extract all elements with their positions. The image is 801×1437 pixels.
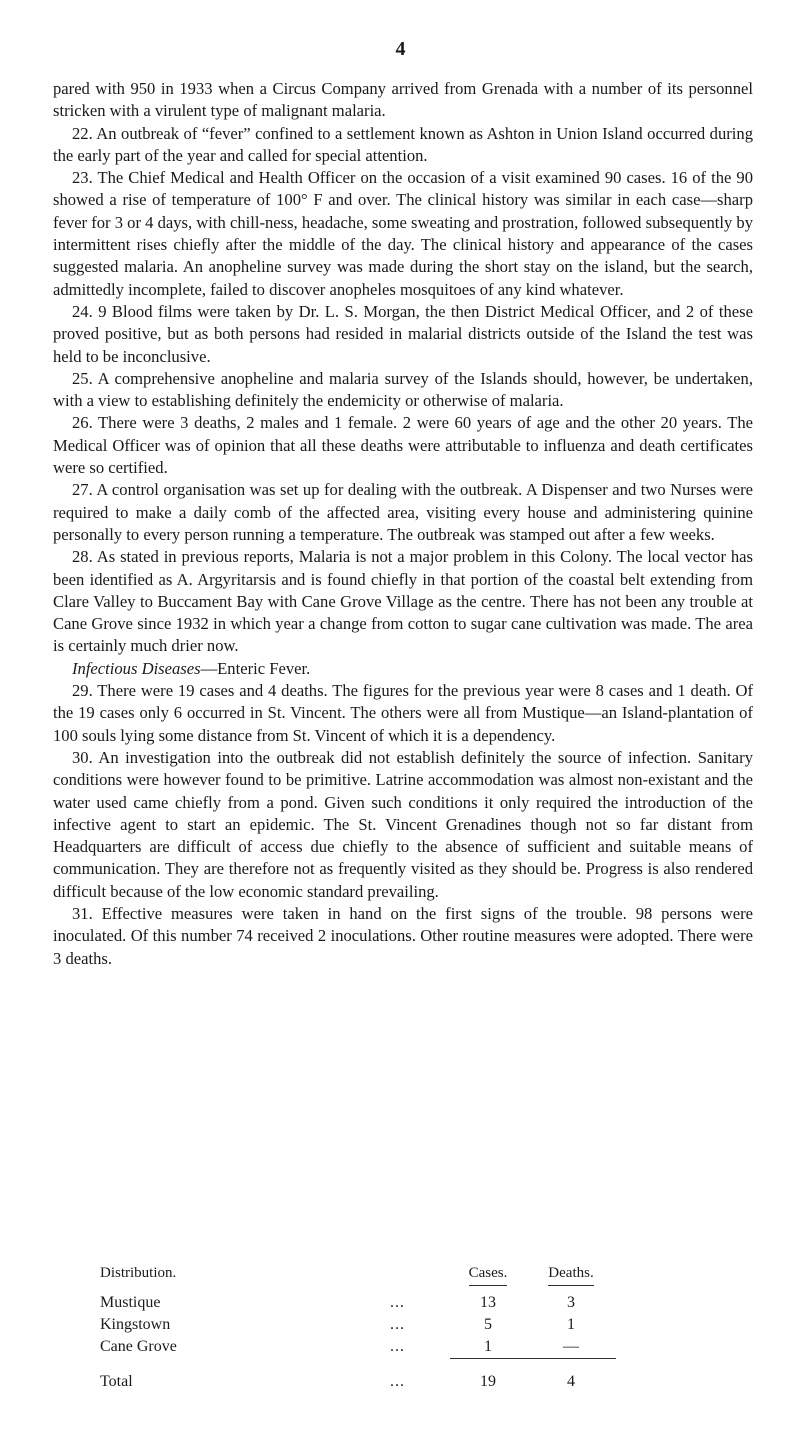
table-total-row — [100, 1359, 616, 1392]
row-name: Cane Grove — [100, 1338, 177, 1356]
row-deaths: 3 — [567, 1294, 575, 1311]
section-heading — [53, 658, 753, 680]
row-deaths: 1 — [567, 1316, 575, 1333]
row-cases: 5 — [484, 1316, 492, 1333]
paragraph-25: 25. A comprehensive anopheline and malaria survey of the Islands should, however, be undertaken, with a view to establishing definitely the endemicity or otherwise of malaria. — [53, 368, 753, 411]
distribution-table — [100, 1265, 616, 1391]
header-cases: Cases. — [469, 1265, 508, 1286]
paragraph-23: 23. The Chief Medical and Health Officer on the occasion of a visit examined 90 cases. 16 of the 90 showed a rise of temperature of 100° F and over. The clinical history was similar in each case—sharp fever for 3 or 4 days, with chill-ness, headache, some sweating and prostration, followed subsequently by intermittent rises chiefly after the middle of the day. The clinical history and appearance of the cases suggested malaria. An anopheline survey was made during the short stay on the island, but the search, admittedly incomplete, failed to discover anopheles mosquitoes of any kind whatever. — [53, 168, 753, 299]
table-row — [100, 1292, 616, 1314]
page-number: 4 — [395, 38, 406, 60]
total-cases: 19 — [450, 1359, 526, 1392]
paragraph-31: 31. Effective measures were taken in hand on the first signs of the trouble. 98 persons were inoculated. Of this number 74 received 2 inoculations. Other routine measures were adopted. There were 3 deaths. — [53, 903, 753, 968]
header-distribution: Distribution. — [100, 1265, 177, 1281]
total-label: Total — [100, 1372, 133, 1390]
paragraph-28: 28. As stated in previous reports, Malaria is not a major problem in this Colony. The local vector has been identified as A. Argyritarsis and is found chiefly in that portion of the coastal belt extending from Clare Valley to Buccament Bay with Cane Grove Village as the centre. There has not been any trouble at Cane Grove since 1932 in which year a change from cotton to sugar cane cultivation was made. The area is certainly much drier now. — [53, 547, 753, 656]
header-deaths: Deaths. — [548, 1265, 593, 1286]
paragraph-29: 29. There were 19 cases and 4 deaths. The figures for the previous year were 8 cases and 1 death. Of the 19 cases only 6 occurred in St. Vincent. The others were all from Mustique—an Island-plantation of 100 souls lying some distance from St. Vincent of which it is a dependency. — [53, 681, 753, 745]
body-text — [53, 78, 753, 970]
paragraph-22: 22. An outbreak of “fever” confined to a settlement known as Ashton in Union Island occurred during the early part of the year and called for special attention. — [53, 123, 753, 165]
paragraph-26: 26. There were 3 deaths, 2 males and 1 female. 2 were 60 years of age and the other 20 years. The Medical Officer was of opinion that all these deaths were attributable to influenza and death certificates were so certified. — [53, 413, 753, 478]
row-name: Kingstown — [100, 1316, 171, 1333]
row-leader: ... — [390, 1294, 405, 1311]
table-header-row — [100, 1265, 616, 1292]
total-leader: ... — [390, 1372, 405, 1390]
table-row — [100, 1314, 616, 1336]
section-heading-italic: Infectious Diseases — [72, 658, 201, 678]
row-name: Mustique — [100, 1294, 161, 1311]
row-cases: 13 — [480, 1294, 496, 1311]
paragraph-27: 27. A control organisation was set up for dealing with the outbreak. A Dispenser and two Nurses were required to make a daily comb of the affected area, visiting every house and administering quinine personally to every person running a temperature. The outbreak was stamped out after a few weeks. — [53, 480, 753, 544]
row-leader: ... — [390, 1316, 405, 1333]
table-row — [100, 1336, 616, 1359]
paragraph: pared with 950 in 1933 when a Circus Company arrived from Grenada with a number of its personnel stricken with a virulent type of malignant malaria. — [53, 79, 753, 121]
section-heading-rest: —Enteric Fever. — [200, 658, 311, 678]
row-deaths: — — [563, 1338, 579, 1355]
paragraph-24: 24. 9 Blood films were taken by Dr. L. S. Morgan, the then District Medical Officer, and 2 of these proved positive, but as both persons had resided in malarial districts outside of the Island the test was held to be inconclusive. — [53, 301, 753, 366]
row-cases: 1 — [484, 1338, 492, 1355]
paragraph-30: 30. An investigation into the outbreak did not establish definitely the source of infection. Sanitary conditions were however found to be primitive. Latrine accommodation was almost non-existant and the water used came chiefly from a pond. Given such conditions it only required the introduction of the infective agent to start an epidemic. The St. Vincent Grenadines though not so far distant from Headquarters are difficult of access due chiefly to the absence of sufficient and suitable means of communication. They are therefore not as frequently visited as they should be. Progress is also rendered difficult because of the low economic standard prevailing. — [53, 747, 753, 901]
total-deaths: 4 — [526, 1359, 616, 1392]
row-leader: ... — [390, 1338, 405, 1356]
